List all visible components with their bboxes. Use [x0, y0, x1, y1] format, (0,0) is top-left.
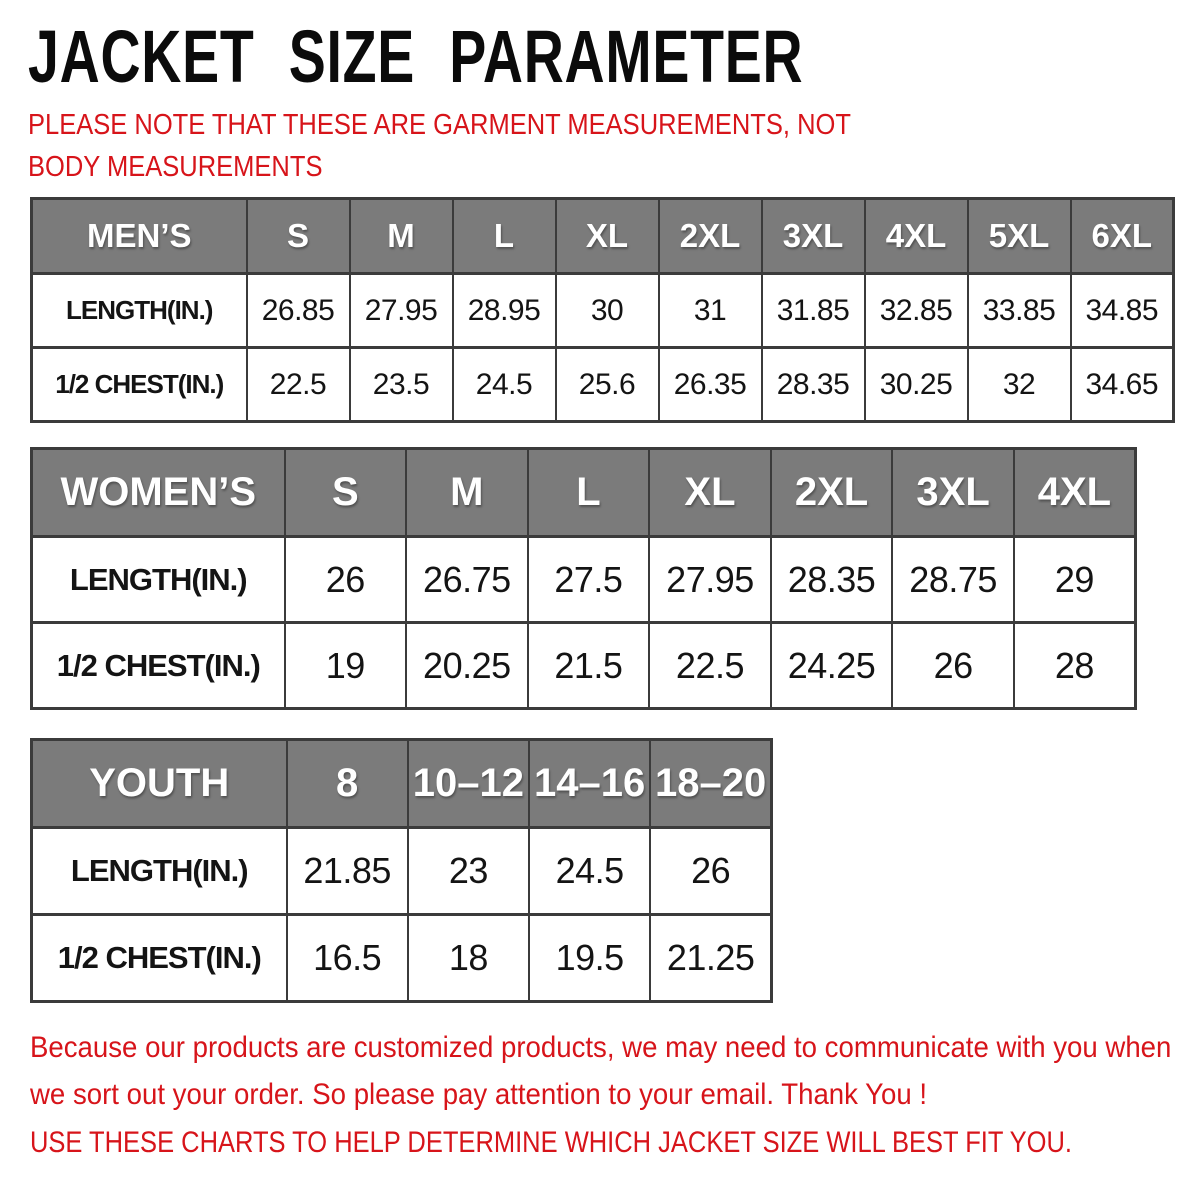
- size-table-mens: [30, 197, 1175, 423]
- size-table-womens: [30, 447, 1137, 710]
- measurement-row: [32, 623, 1136, 709]
- size-header-row: [32, 199, 1174, 274]
- size-header-cell: 3XL: [762, 199, 865, 274]
- measurement-cell: 20.25: [406, 623, 528, 709]
- measurement-cell: 27.95: [350, 274, 453, 348]
- measurement-cell: 21.85: [287, 828, 408, 915]
- customization-notice: Because our products are customized products, we may need to communicate with you when we sort out your order. So please pay attention to your email. Thank You !: [30, 1031, 1172, 1112]
- measurement-cell: 27.95: [649, 537, 771, 623]
- measurement-cell: 23: [408, 828, 529, 915]
- size-header-cell: 2XL: [771, 449, 893, 537]
- measurement-cell: 34.65: [1071, 348, 1174, 422]
- measurement-row: [32, 537, 1136, 623]
- size-header-cell: 4XL: [865, 199, 968, 274]
- measurement-cell: 23.5: [350, 348, 453, 422]
- size-header-cell: M: [350, 199, 453, 274]
- size-header-cell: XL: [556, 199, 659, 274]
- size-header-cell: 18–20: [650, 740, 771, 828]
- size-header-cell: L: [528, 449, 650, 537]
- measurement-cell: 28.35: [771, 537, 893, 623]
- size-header-cell: 14–16: [529, 740, 650, 828]
- size-header-cell: L: [453, 199, 556, 274]
- measurement-cell: 32.85: [865, 274, 968, 348]
- measurement-cell: 25.6: [556, 348, 659, 422]
- measurement-cell: 32: [968, 348, 1071, 422]
- size-table-youth: [30, 738, 773, 1003]
- measurement-cell: 29: [1014, 537, 1136, 623]
- garment-measurement-note: PLEASE NOTE THAT THESE ARE GARMENT MEASUREMENTS, NOT BODY MEASUREMENTS: [28, 109, 851, 184]
- size-header-cell: 3XL: [892, 449, 1014, 537]
- fit-instruction: USE THESE CHARTS TO HELP DETERMINE WHICH JACKET SIZE WILL BEST FIT YOU.: [30, 1126, 1072, 1159]
- size-header-cell: 5XL: [968, 199, 1071, 274]
- row-label-cell: 1/2 CHEST(IN.): [32, 623, 285, 709]
- row-label-cell: LENGTH(IN.): [32, 274, 247, 348]
- size-header-cell: M: [406, 449, 528, 537]
- measurement-cell: 28.75: [892, 537, 1014, 623]
- measurement-cell: 18: [408, 915, 529, 1002]
- measurement-cell: 19: [285, 623, 407, 709]
- measurement-cell: 27.5: [528, 537, 650, 623]
- measurement-cell: 26.75: [406, 537, 528, 623]
- measurement-cell: 31.85: [762, 274, 865, 348]
- measurement-cell: 33.85: [968, 274, 1071, 348]
- row-label-cell: LENGTH(IN.): [32, 537, 285, 623]
- measurement-cell: 24.25: [771, 623, 893, 709]
- measurement-cell: 26: [650, 828, 771, 915]
- measurement-cell: 26: [892, 623, 1014, 709]
- measurement-cell: 21.25: [650, 915, 771, 1002]
- measurement-cell: 26.85: [247, 274, 350, 348]
- measurement-cell: 22.5: [247, 348, 350, 422]
- size-header-cell: S: [247, 199, 350, 274]
- measurement-cell: 28.35: [762, 348, 865, 422]
- measurement-cell: 21.5: [528, 623, 650, 709]
- measurement-cell: 24.5: [529, 828, 650, 915]
- size-header-row: [32, 449, 1136, 537]
- measurement-cell: 22.5: [649, 623, 771, 709]
- size-header-cell: XL: [649, 449, 771, 537]
- measurement-cell: 26: [285, 537, 407, 623]
- row-label-cell: 1/2 CHEST(IN.): [32, 915, 287, 1002]
- measurement-cell: 16.5: [287, 915, 408, 1002]
- size-header-cell: 6XL: [1071, 199, 1174, 274]
- group-label-cell: YOUTH: [32, 740, 287, 828]
- measurement-row: [32, 348, 1174, 422]
- measurement-cell: 19.5: [529, 915, 650, 1002]
- measurement-cell: 30: [556, 274, 659, 348]
- measurement-cell: 34.85: [1071, 274, 1174, 348]
- group-label-cell: WOMEN’S: [32, 449, 285, 537]
- row-label-cell: 1/2 CHEST(IN.): [32, 348, 247, 422]
- measurement-cell: 30.25: [865, 348, 968, 422]
- row-label-cell: LENGTH(IN.): [32, 828, 287, 915]
- measurement-cell: 31: [659, 274, 762, 348]
- measurement-cell: 24.5: [453, 348, 556, 422]
- size-header-cell: 8: [287, 740, 408, 828]
- measurement-cell: 26.35: [659, 348, 762, 422]
- size-header-cell: 2XL: [659, 199, 762, 274]
- measurement-cell: 28: [1014, 623, 1136, 709]
- size-header-cell: 10–12: [408, 740, 529, 828]
- size-header-cell: 4XL: [1014, 449, 1136, 537]
- measurement-row: [32, 915, 772, 1002]
- size-header-row: [32, 740, 772, 828]
- measurement-cell: 28.95: [453, 274, 556, 348]
- size-header-cell: S: [285, 449, 407, 537]
- measurement-row: [32, 828, 772, 915]
- measurement-row: [32, 274, 1174, 348]
- page-title: JACKET SIZE PARAMETER: [28, 15, 804, 98]
- group-label-cell: MEN’S: [32, 199, 247, 274]
